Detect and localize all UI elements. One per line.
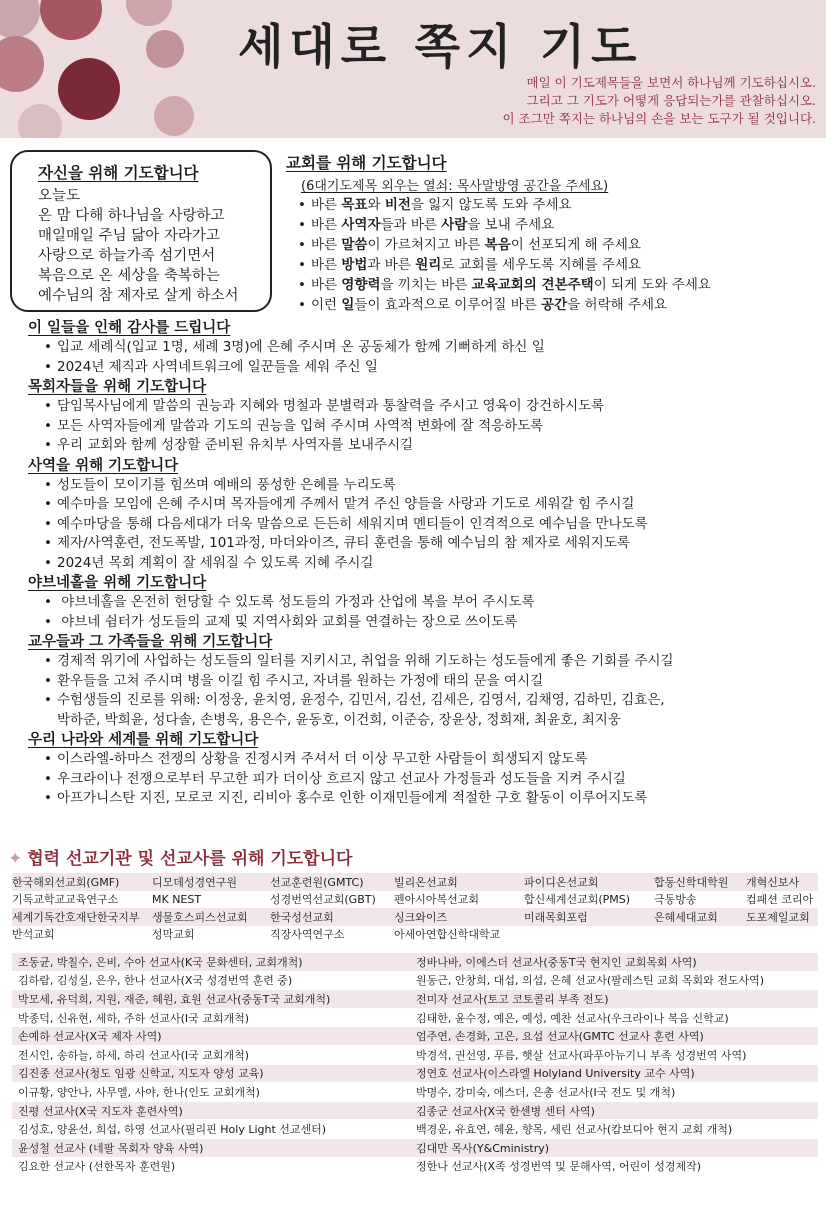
- keyword-emphasis: 공간: [541, 297, 568, 313]
- missionary-row: [12, 1065, 818, 1084]
- section-item: [44, 770, 818, 790]
- agency-row: [12, 891, 818, 909]
- intro-line: 이 조그만 쪽지는 하나님의 손을 보는 도구가 될 것입니다.: [502, 111, 816, 126]
- bullet-icon: •: [44, 653, 52, 669]
- missions-title: [8, 844, 352, 869]
- missionary-entry: 조동균, 박칠수, 은비, 수아 선교사(K국 문화센터, 교회개척): [18, 955, 303, 969]
- missionary-entry: 전미자 선교사(토고 코토콜리 부족 전도): [416, 992, 609, 1006]
- item-text: 이스라엘-하마스 전쟁의 상황을 진정시켜 주셔서 더 이상 무고한 사람들이 희생되지 않도록: [57, 751, 588, 767]
- missionary-entry: 김하람, 김성실, 은우, 한나 선교사(X국 성경번역 훈련 중): [18, 974, 293, 988]
- missionary-row: [12, 1083, 818, 1102]
- item-text: 바른: [311, 237, 342, 253]
- church-prayer-section: [286, 151, 816, 315]
- agency-name: 아세아연합신학대학교: [394, 928, 501, 942]
- bullet-icon: •: [44, 790, 52, 806]
- section-item: [44, 554, 818, 574]
- agency-row: [12, 908, 818, 926]
- missionary-row: [12, 1102, 818, 1121]
- section-list: [44, 476, 818, 574]
- agency-name: 성막교회: [152, 928, 195, 942]
- missionary-entry: 박명수, 강미숙, 에스더, 은총 선교사(I국 전도 및 개척): [416, 1085, 676, 1099]
- prayer-section: [28, 456, 818, 574]
- bullet-icon: •: [44, 358, 52, 375]
- section-item: [44, 789, 818, 809]
- section-title: 사역을 위해 기도합니다: [28, 457, 179, 474]
- item-text: 이 되게 도와 주세요: [593, 277, 711, 293]
- decorative-circle: [0, 36, 44, 92]
- missionary-entry: 김진종 선교사(청도 임광 신학교, 지도자 양성 교육): [18, 1067, 264, 1081]
- section-list: [44, 593, 818, 632]
- church-prayer-item: [298, 295, 816, 315]
- item-text: 수험생들의 진로를 위해: 이정웅, 윤치영, 윤정수, 김민서, 김선, 김세은, 김영서, 김채영, 김하민, 김효은,: [57, 692, 665, 708]
- item-text: 입교 세례식(입교 1명, 세례 3명)에 은혜 주시며 온 공동체가 함께 기뻐하게 하신 일: [57, 339, 545, 355]
- missions-title-text: 협력 선교기관 및 선교사를 위해 기도합니다: [27, 849, 353, 869]
- bullet-icon: •: [44, 751, 52, 767]
- missionary-entry: 정연호 선교사(이스라엘 Holyland University 교수 사역): [416, 1067, 695, 1081]
- bullet-icon: •: [44, 398, 52, 414]
- self-prayer-line: 온 맘 다해 하나님을 사랑하고: [38, 208, 225, 224]
- agency-table: [12, 873, 818, 943]
- church-prayer-subtitle: (6대기도제목 외우는 열쇠: 목사말방영 공간을 주세요): [301, 179, 609, 194]
- keyword-emphasis: 사람: [441, 217, 468, 233]
- agency-name: 반석교회: [12, 928, 55, 942]
- self-prayer-line: 예수님의 참 제자로 살게 하소서: [38, 288, 239, 304]
- prayer-section: [28, 318, 818, 377]
- bullet-icon: •: [44, 692, 52, 708]
- agency-name: 합신세계선교회(PMS): [524, 893, 631, 907]
- bullet-icon: •: [298, 237, 306, 253]
- keyword-emphasis: 영향력: [341, 277, 381, 293]
- section-title: 이 일들을 인해 감사를 드립니다: [28, 320, 231, 336]
- decorative-circle: [154, 96, 194, 136]
- keyword-emphasis: 방법: [341, 257, 368, 273]
- keyword-emphasis: 교육교회의 견본주택: [471, 277, 594, 293]
- section-list: [44, 338, 818, 377]
- missionary-entry: 손예하 선교사(X국 제자 사역): [18, 1030, 162, 1044]
- missionary-entry: 정한나 선교사(X족 성경번역 및 문해사역, 어린이 성경제작): [416, 1160, 701, 1174]
- item-text: 을 허락해 주세요: [567, 297, 668, 313]
- section-list: [44, 397, 818, 456]
- section-item: [44, 652, 818, 672]
- decorative-circle: [40, 0, 102, 40]
- bullet-icon: •: [44, 672, 52, 689]
- decorative-circle: [0, 0, 40, 38]
- item-text: 모든 사역자들에게 말씀과 기도의 권능을 입혀 주시며 사역적 변화에 잘 적응하도록: [57, 417, 544, 434]
- missionary-entry: 김성호, 양윤선, 희섭, 하영 선교사(필리핀 Holy Light 선교센터): [18, 1123, 327, 1137]
- item-text: 이 선포되게 해 주세요: [510, 237, 642, 253]
- prayer-section: [28, 573, 818, 632]
- decorative-circle: [126, 0, 172, 26]
- section-item: [44, 593, 818, 613]
- agency-name: 성경번역선교회(GBT): [270, 893, 376, 907]
- item-text: 와: [367, 197, 385, 213]
- bullet-icon: •: [44, 554, 52, 571]
- missionary-row: [12, 990, 818, 1009]
- bullet-icon: •: [298, 277, 306, 293]
- item-text: 환우들을 고쳐 주시며 병을 이길 힘 주시고, 자녀를 원하는 가정에 태의 문을 여시길: [57, 672, 544, 689]
- item-text: 성도들이 모이기를 힘쓰며 예배의 풍성한 은혜를 누리도록: [57, 476, 396, 493]
- church-prayer-item: [298, 255, 816, 275]
- agency-row: [12, 926, 818, 944]
- missionary-row: [12, 953, 818, 972]
- item-text: 2024년 제직과 사역네트워크에 일꾼들을 세워 주신 일: [57, 358, 378, 375]
- agency-name: 펜아시아복선교회: [394, 893, 480, 907]
- section-item: [44, 397, 818, 417]
- missionary-entry: 엄주연, 손경화, 고은, 요섭 선교사(GMTC 선교사 훈련 사역): [416, 1030, 704, 1044]
- agency-name: 싱크와이즈: [394, 910, 448, 924]
- item-text: 제자/사역훈련, 전도폭발, 101과정, 마더와이즈, 큐티 훈련을 통해 예수님의 참 제자로 세워지도록: [57, 535, 630, 551]
- item-text: 야브네홀을 온전히 헌당할 수 있도록 성도들의 가정과 산업에 복을 부어 주시도록: [57, 594, 535, 610]
- self-prayer-line: 매일매일 주님 닮아 자라가고: [38, 228, 220, 244]
- bullet-icon: •: [44, 594, 52, 610]
- bullet-icon: •: [298, 217, 306, 233]
- bullet-icon: •: [298, 297, 306, 313]
- section-title: 목회자들을 위해 기도합니다: [28, 379, 207, 395]
- agency-name: 한국성선교회: [270, 910, 334, 924]
- section-item: [44, 338, 818, 358]
- item-text: 바른: [311, 217, 342, 233]
- keyword-emphasis: 일: [341, 297, 355, 313]
- self-prayer-line: 복음으로 온 세상을 축복하는: [38, 268, 220, 284]
- missionary-entry: 윤성철 선교사 (네팔 목회자 양육 사역): [18, 1141, 204, 1155]
- agency-name: MK NEST: [152, 892, 202, 906]
- missionary-table: [12, 953, 818, 1176]
- keyword-emphasis: 사역자: [341, 217, 381, 233]
- item-text: 예수마을 모임에 은혜 주시며 목자들에게 주께서 맡겨 주신 양들을 사랑과 기도로 세워갈 힘 주시길: [57, 496, 635, 512]
- item-text: 아프가니스탄 지진, 모로코 지진, 리비아 홍수로 인한 이재민들에게 적절한 구호 활동이 이루어지도록: [57, 790, 648, 806]
- bullet-icon: •: [44, 496, 52, 512]
- agency-name: 선교훈련원(GMTC): [270, 875, 364, 889]
- intro-line: 매일 이 기도제목들을 보면서 하나님께 기도하십시오.: [526, 75, 816, 90]
- section-item: [44, 358, 818, 378]
- decorative-circle: [146, 30, 184, 68]
- item-text: 을 보내 주세요: [467, 217, 555, 233]
- missionary-row: [12, 1120, 818, 1139]
- agency-name: 직장사역연구소: [270, 928, 345, 942]
- church-prayer-item: [298, 215, 816, 235]
- missionary-row: [12, 1158, 818, 1177]
- missionary-entry: 김요한 선교사 (선한목자 훈련원): [18, 1160, 176, 1174]
- missionary-entry: 박종덕, 신유현, 세하, 주하 선교사(I국 교회개척): [18, 1011, 250, 1025]
- item-text: 우크라이나 전쟁으로부터 무고한 피가 더이상 흐르지 않고 선교사 가정들과 성도들을 지켜 주시길: [57, 770, 626, 787]
- item-text: 바른: [311, 257, 342, 273]
- agency-name: 컴패션 코리아: [746, 893, 814, 907]
- keyword-emphasis: 목표: [341, 197, 368, 213]
- decorative-circle: [18, 104, 62, 138]
- agency-name: 미래목회포럼: [524, 910, 588, 924]
- item-text: 우리 교회와 함께 성장할 준비된 유치부 사역자를 보내주시길: [57, 437, 414, 453]
- item-text: 을 잃지 않도록 도와 주세요: [410, 197, 572, 213]
- section-item: [44, 515, 818, 535]
- prayer-section: [28, 730, 818, 809]
- bullet-icon: •: [298, 197, 306, 213]
- missionary-entry: 진평 선교사(X국 지도자 훈련사역): [18, 1104, 183, 1118]
- item-text: 이 가르쳐지고 바른: [367, 237, 485, 253]
- header-banner: [0, 0, 826, 138]
- missionary-entry: 김종군 선교사(X국 한센병 센터 사역): [416, 1104, 595, 1118]
- item-text: 들과 바른: [380, 217, 442, 233]
- section-item-continuation: 박하준, 박희윤, 성다솔, 손병욱, 용은수, 윤동호, 이건희, 이준승, 장윤상, 정희재, 최윤호, 최지웅: [57, 711, 621, 728]
- church-prayer-item: [298, 195, 816, 215]
- keyword-emphasis: 복음: [484, 237, 511, 253]
- missionary-row: [12, 1046, 818, 1065]
- self-prayer-line: 오늘도: [38, 188, 81, 204]
- missionary-row: [12, 972, 818, 991]
- bullet-icon: •: [44, 613, 52, 630]
- intro-line: 그리고 그 기도가 어떻게 응답되는가를 관찰하십시오.: [526, 93, 816, 108]
- self-prayer-title: 자신을 위해 기도합니다: [38, 164, 199, 182]
- missionary-entry: 박경석, 권선영, 푸름, 햇살 선교사(파푸아뉴기니 부족 성경번역 사역): [416, 1048, 747, 1062]
- missionary-row: [12, 1027, 818, 1046]
- item-text: 로 교회를 세우도록 지혜를 주세요: [441, 257, 642, 273]
- bullet-icon: •: [44, 437, 52, 453]
- agency-name: 생물호스피스선교회: [152, 910, 248, 924]
- section-title: 야브네홀을 위해 기도합니다: [28, 575, 207, 591]
- church-prayer-item: [298, 275, 816, 295]
- sparkle-icon: ✦: [8, 849, 23, 869]
- agency-row: [12, 873, 818, 891]
- bullet-icon: •: [298, 257, 306, 273]
- item-text: 들이 효과적으로 이루어질 바른: [354, 297, 542, 313]
- agency-name: 디모데성경연구원: [152, 875, 238, 889]
- section-item: [44, 495, 818, 515]
- missionary-entry: 김태한, 윤수정, 예은, 예성, 예찬 선교사(우크라이나 복음 신학교): [416, 1011, 729, 1025]
- missionary-entry: 원동근, 안창희, 대섭, 의섭, 은혜 선교사(팔레스틴 교회 목회와 전도사역): [416, 974, 765, 988]
- bullet-icon: •: [44, 515, 52, 532]
- missionary-entry: 백경운, 유효연, 혜윤, 향목, 세린 선교사(캄보디아 현지 교회 개척): [416, 1123, 733, 1137]
- church-prayer-list: [298, 195, 816, 315]
- section-item: [44, 476, 818, 496]
- missionary-entry: 김대만 목사(Y&Cministry): [416, 1141, 550, 1155]
- item-text: 담임목사님에게 말씀의 권능과 지혜와 명철과 분별력과 통찰력을 주시고 영육이 강건하시도록: [57, 398, 605, 414]
- item-text: 예수마당을 통해 다음세대가 더욱 말씀으로 든든히 세워지며 멘티들이 인격적으로 예수님을 만나도록: [57, 515, 648, 532]
- decorative-circle: [58, 58, 120, 120]
- self-prayer-line: 사랑으로 하늘가족 섬기면서: [38, 248, 216, 264]
- section-title: 우리 나라와 세계를 위해 기도합니다: [28, 732, 259, 748]
- missionary-entry: 정바나바, 이에스더 선교사(중동T국 현지인 교회목회 사역): [416, 955, 697, 969]
- section-list: [44, 750, 818, 809]
- prayer-sections: [28, 318, 818, 809]
- section-item: [44, 417, 818, 437]
- bullet-icon: •: [44, 339, 52, 355]
- section-item: [44, 672, 818, 692]
- intro-text: [503, 74, 817, 128]
- prayer-section: [28, 377, 818, 456]
- self-prayer-box: [10, 150, 272, 312]
- agency-name: 파이디온선교회: [524, 875, 599, 889]
- church-prayer-title: 교회를 위해 기도합니다: [286, 154, 447, 172]
- item-text: 경제적 위기에 사업하는 성도들의 일터를 지키시고, 취업을 위해 기도하는 성도들에게 좋은 기회를 주시길: [57, 653, 674, 669]
- missionary-row: [12, 1139, 818, 1158]
- section-item: [44, 534, 818, 554]
- section-title: 교우들과 그 가족들을 위해 기도합니다: [28, 634, 273, 650]
- bullet-icon: •: [44, 770, 52, 787]
- keyword-emphasis: 원리: [415, 257, 442, 273]
- section-item: [44, 691, 818, 711]
- bullet-icon: •: [44, 417, 52, 434]
- section-item: [44, 750, 818, 770]
- agency-name: 세계기독간호재단한국지부: [12, 910, 140, 924]
- item-text: 을 끼치는 바른: [380, 277, 472, 293]
- bullet-icon: •: [44, 535, 52, 551]
- agency-name: 극동방송: [654, 893, 697, 907]
- missionary-entry: 이규황, 양안나, 사무엘, 사야, 한나(인도 교회개척): [18, 1085, 260, 1099]
- item-text: 이런: [311, 297, 342, 313]
- section-item: [44, 436, 818, 456]
- keyword-emphasis: 비전: [384, 197, 411, 213]
- prayer-section: [28, 632, 818, 730]
- agency-name: 개혁신보사: [746, 875, 800, 889]
- missionary-entry: 박모세, 유덕희, 지원, 재준, 혜원, 효원 선교사(중동T국 교회개척): [18, 992, 331, 1006]
- item-text: 과 바른: [367, 257, 416, 273]
- item-text: 바른: [311, 277, 342, 293]
- missionary-row: [12, 1009, 818, 1028]
- item-text: 2024년 목회 계획이 잘 세워질 수 있도록 지혜 주시길: [57, 554, 374, 571]
- agency-name: 도포제일교회: [746, 910, 810, 924]
- missionary-entry: 전시인, 송하늘, 하세, 하리 선교사(I국 교회개척): [18, 1048, 250, 1062]
- section-list: [44, 652, 818, 730]
- agency-name: 한국해외선교회(GMF): [12, 875, 120, 889]
- page-title: 세대로 쪽지 기도: [238, 20, 643, 75]
- agency-name: 은혜세대교회: [654, 910, 718, 924]
- section-item: [44, 613, 818, 633]
- bullet-icon: •: [44, 476, 52, 493]
- keyword-emphasis: 말씀: [341, 237, 368, 253]
- item-text: 바른: [311, 197, 342, 213]
- church-prayer-item: [298, 235, 816, 255]
- agency-name: 합동신학대학원: [654, 875, 729, 889]
- agency-name: 빌리온선교회: [394, 875, 458, 889]
- item-text: 야브네 쉼터가 성도들의 교제 및 지역사회와 교회를 연결하는 장으로 쓰이도록: [57, 613, 518, 630]
- agency-name: 기독교학교교육연구소: [12, 893, 119, 907]
